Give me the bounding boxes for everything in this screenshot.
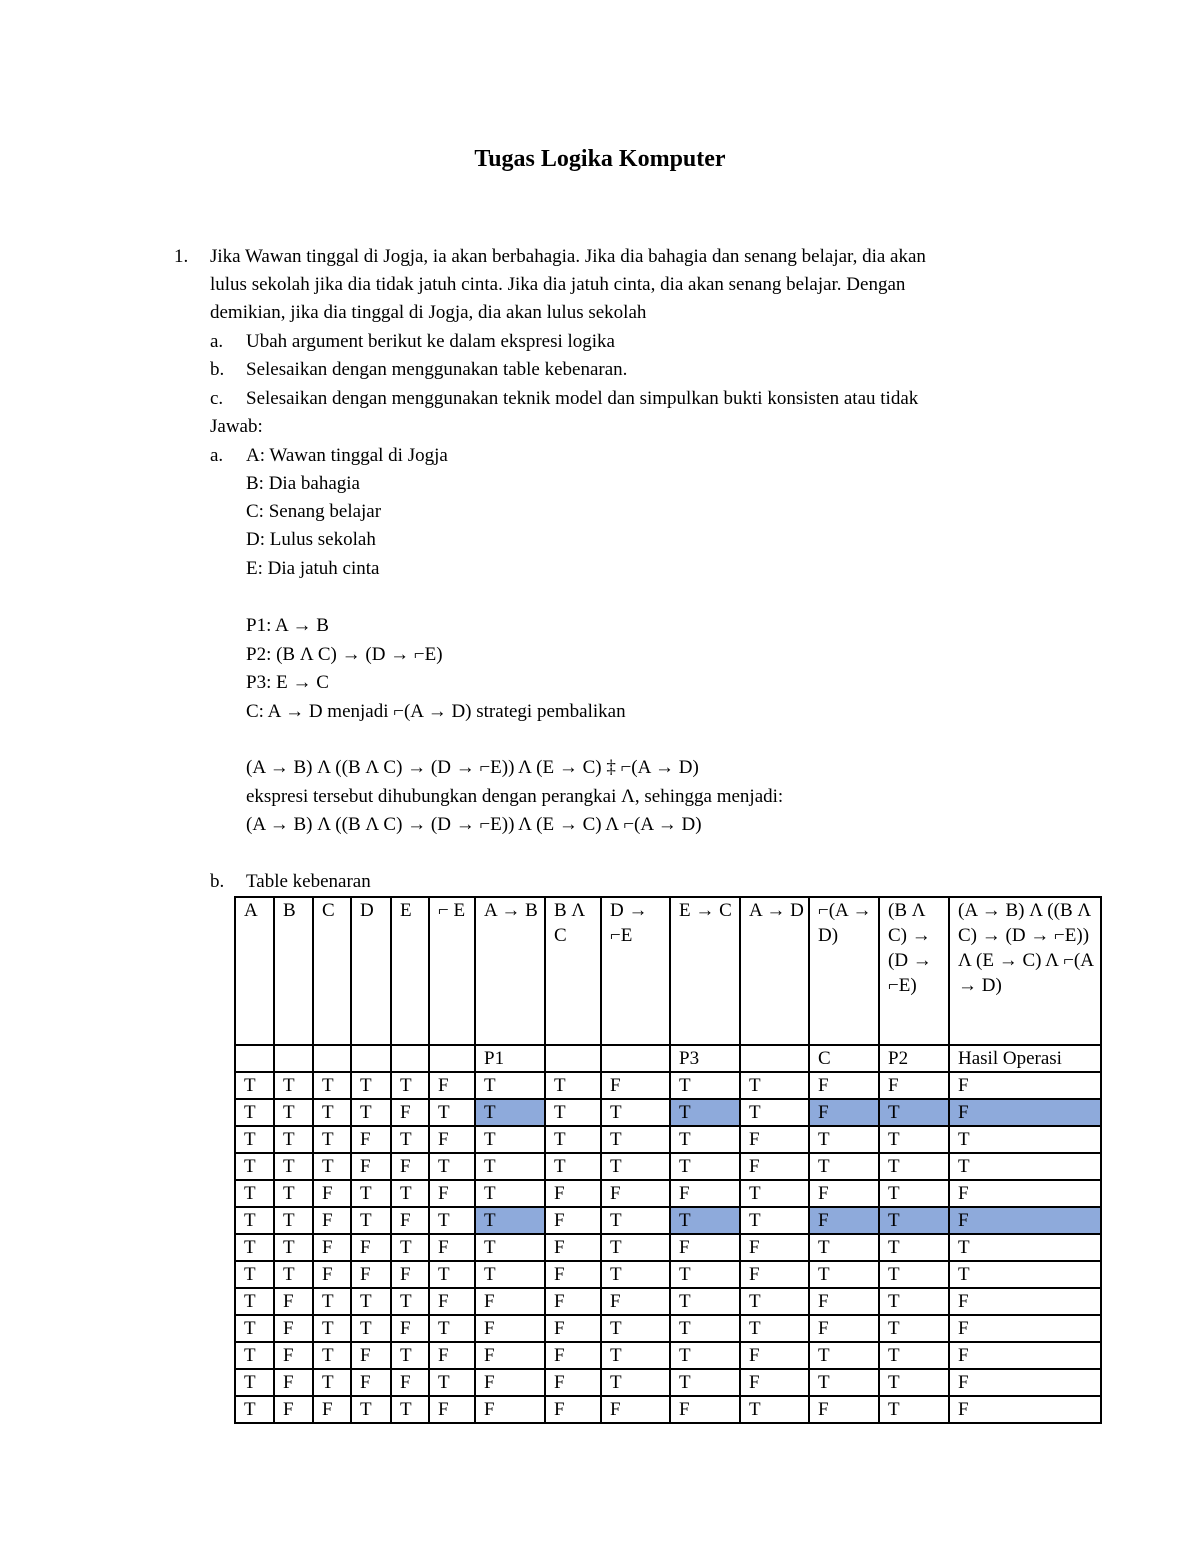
table-cell: T: [670, 1099, 740, 1126]
table-cell: F: [740, 1369, 809, 1396]
table-cell: T: [475, 1180, 545, 1207]
table-cell: F: [809, 1099, 879, 1126]
table-cell: T: [274, 1207, 313, 1234]
table-row: [235, 1099, 1101, 1126]
table-cell: F: [949, 1099, 1101, 1126]
table-cell: T: [670, 1207, 740, 1234]
table-cell: T: [391, 1072, 429, 1099]
table-cell: F: [545, 1207, 601, 1234]
table-cell: F: [949, 1315, 1101, 1342]
table-cell: F: [313, 1207, 351, 1234]
table-row: [235, 1261, 1101, 1288]
subtask-marker: b.: [210, 359, 225, 380]
table-cell: F: [274, 1288, 313, 1315]
table-cell: T: [601, 1153, 670, 1180]
table-cell: F: [391, 1207, 429, 1234]
table-label-cell: [601, 1045, 670, 1072]
table-cell: F: [949, 1342, 1101, 1369]
table-cell: T: [670, 1153, 740, 1180]
table-cell: T: [879, 1315, 949, 1342]
table-header-cell: E → C: [670, 897, 740, 1045]
expression-line: (A → B) Λ ((B Λ C) → (D → ⌐E)) Λ (E → C) ‡ ⌐(A → D): [246, 757, 699, 778]
premise: P3: E → C: [246, 672, 329, 693]
table-cell: F: [601, 1180, 670, 1207]
table-cell: F: [475, 1288, 545, 1315]
table-cell: T: [809, 1153, 879, 1180]
table-row: [235, 1342, 1101, 1369]
table-cell: F: [545, 1180, 601, 1207]
table-cell: F: [429, 1396, 475, 1423]
table-cell: T: [429, 1099, 475, 1126]
table-cell: T: [670, 1342, 740, 1369]
table-row: [235, 1396, 1101, 1423]
truth-table-title: Table kebenaran: [246, 871, 371, 892]
table-cell: T: [740, 1180, 809, 1207]
table-label-cell: [391, 1045, 429, 1072]
table-row: [235, 1153, 1101, 1180]
table-cell: F: [545, 1261, 601, 1288]
table-label-cell: P3: [670, 1045, 740, 1072]
variable-definition: C: Senang belajar: [246, 501, 382, 522]
table-cell: T: [475, 1207, 545, 1234]
table-cell: T: [351, 1072, 391, 1099]
table-cell: T: [391, 1180, 429, 1207]
table-cell: T: [313, 1126, 351, 1153]
table-cell: T: [670, 1315, 740, 1342]
table-cell: T: [809, 1126, 879, 1153]
variable-definition: A: Wawan tinggal di Jogja: [246, 445, 448, 466]
question-line: Jika Wawan tinggal di Jogja, ia akan berbahagia. Jika dia bahagia dan senang belajar, dia akan: [210, 246, 926, 267]
table-cell: F: [351, 1126, 391, 1153]
table-cell: T: [235, 1261, 274, 1288]
table-cell: F: [809, 1396, 879, 1423]
premise: P2: (B Λ C) → (D → ⌐E): [246, 644, 443, 665]
table-cell: F: [949, 1369, 1101, 1396]
table-cell: F: [429, 1126, 475, 1153]
truth-table: [234, 896, 1102, 1424]
table-cell: F: [670, 1180, 740, 1207]
table-cell: T: [879, 1396, 949, 1423]
table-cell: T: [601, 1099, 670, 1126]
table-cell: T: [545, 1072, 601, 1099]
table-label-cell: [545, 1045, 601, 1072]
table-cell: T: [670, 1072, 740, 1099]
table-cell: T: [235, 1126, 274, 1153]
table-cell: F: [391, 1099, 429, 1126]
table-cell: F: [351, 1342, 391, 1369]
table-cell: T: [601, 1315, 670, 1342]
table-cell: F: [949, 1180, 1101, 1207]
table-cell: T: [351, 1180, 391, 1207]
table-header-cell: ⌐ E: [429, 897, 475, 1045]
table-cell: F: [429, 1180, 475, 1207]
table-header-cell: E: [391, 897, 429, 1045]
table-header-cell: (B Λ C) → (D → ⌐E): [879, 897, 949, 1045]
table-cell: T: [391, 1342, 429, 1369]
table-cell: T: [475, 1234, 545, 1261]
table-header-cell: B: [274, 897, 313, 1045]
table-cell: F: [949, 1072, 1101, 1099]
answer-label: Jawab:: [210, 416, 263, 437]
table-header-cell: A → B: [475, 897, 545, 1045]
table-cell: T: [274, 1126, 313, 1153]
table-cell: F: [740, 1261, 809, 1288]
table-cell: T: [601, 1207, 670, 1234]
table-row: [235, 1180, 1101, 1207]
table-cell: F: [351, 1153, 391, 1180]
table-cell: F: [670, 1234, 740, 1261]
table-cell: T: [949, 1153, 1101, 1180]
table-cell: T: [949, 1234, 1101, 1261]
question-number: 1.: [174, 246, 189, 267]
table-cell: T: [351, 1315, 391, 1342]
table-cell: T: [351, 1207, 391, 1234]
table-cell: F: [274, 1342, 313, 1369]
table-header-cell: C: [313, 897, 351, 1045]
table-cell: F: [351, 1261, 391, 1288]
table-cell: T: [391, 1126, 429, 1153]
table-cell: F: [475, 1315, 545, 1342]
table-cell: T: [313, 1369, 351, 1396]
table-cell: T: [313, 1153, 351, 1180]
table-cell: T: [670, 1126, 740, 1153]
table-cell: F: [740, 1234, 809, 1261]
table-cell: T: [391, 1396, 429, 1423]
table-cell: T: [313, 1099, 351, 1126]
table-label-cell: [740, 1045, 809, 1072]
table-label-cell: [313, 1045, 351, 1072]
subtask-text: Ubah argument berikut ke dalam ekspresi logika: [246, 331, 615, 352]
table-cell: T: [475, 1126, 545, 1153]
table-cell: F: [809, 1072, 879, 1099]
table-cell: T: [879, 1234, 949, 1261]
table-header-row: [235, 897, 1101, 1045]
table-cell: T: [274, 1261, 313, 1288]
table-cell: T: [601, 1342, 670, 1369]
table-row: [235, 1369, 1101, 1396]
table-cell: T: [235, 1207, 274, 1234]
table-cell: T: [235, 1315, 274, 1342]
question-line: lulus sekolah jika dia tidak jatuh cinta. Jika dia jatuh cinta, dia akan senang belajar. Dengan: [210, 274, 906, 295]
table-cell: F: [274, 1396, 313, 1423]
subtask-text: Selesaikan dengan menggunakan teknik model dan simpulkan bukti konsisten atau tidak: [246, 388, 919, 409]
table-cell: F: [740, 1342, 809, 1369]
table-cell: F: [740, 1126, 809, 1153]
table-row: [235, 1072, 1101, 1099]
table-cell: T: [740, 1315, 809, 1342]
table-cell: F: [545, 1234, 601, 1261]
table-cell: T: [879, 1099, 949, 1126]
table-cell: T: [879, 1369, 949, 1396]
table-cell: T: [429, 1153, 475, 1180]
table-cell: T: [740, 1072, 809, 1099]
table-cell: T: [274, 1234, 313, 1261]
table-cell: F: [809, 1180, 879, 1207]
table-label-cell: P1: [475, 1045, 545, 1072]
table-cell: T: [475, 1153, 545, 1180]
table-cell: F: [601, 1396, 670, 1423]
table-cell: F: [809, 1207, 879, 1234]
table-cell: T: [235, 1072, 274, 1099]
table-cell: F: [809, 1315, 879, 1342]
subtask-text: Selesaikan dengan menggunakan table kebenaran.: [246, 359, 628, 380]
table-cell: T: [235, 1288, 274, 1315]
variable-definition: B: Dia bahagia: [246, 473, 360, 494]
table-cell: F: [351, 1369, 391, 1396]
table-cell: T: [879, 1261, 949, 1288]
table-row: [235, 1207, 1101, 1234]
table-cell: T: [235, 1153, 274, 1180]
table-cell: T: [809, 1234, 879, 1261]
table-cell: T: [879, 1207, 949, 1234]
table-cell: T: [391, 1288, 429, 1315]
table-cell: T: [809, 1342, 879, 1369]
table-cell: T: [429, 1315, 475, 1342]
table-cell: T: [235, 1180, 274, 1207]
table-cell: T: [879, 1288, 949, 1315]
expression-line: (A → B) Λ ((B Λ C) → (D → ⌐E)) Λ (E → C) Λ ⌐(A → D): [246, 814, 702, 835]
variable-definition: D: Lulus sekolah: [246, 529, 376, 550]
table-header-cell: A: [235, 897, 274, 1045]
table-cell: F: [429, 1072, 475, 1099]
table-cell: T: [391, 1234, 429, 1261]
table-header-cell: D: [351, 897, 391, 1045]
table-cell: T: [475, 1072, 545, 1099]
table-cell: T: [879, 1180, 949, 1207]
table-cell: T: [879, 1342, 949, 1369]
table-cell: T: [740, 1288, 809, 1315]
document-title: Tugas Logika Komputer: [474, 146, 726, 172]
table-cell: T: [740, 1396, 809, 1423]
table-label-cell: [429, 1045, 475, 1072]
table-label-cell: [351, 1045, 391, 1072]
table-cell: F: [313, 1180, 351, 1207]
table-cell: F: [475, 1342, 545, 1369]
table-cell: F: [391, 1153, 429, 1180]
table-cell: T: [670, 1288, 740, 1315]
table-label-cell: C: [809, 1045, 879, 1072]
table-cell: T: [475, 1261, 545, 1288]
table-cell: F: [949, 1396, 1101, 1423]
table-cell: F: [475, 1369, 545, 1396]
subtask-marker: a.: [210, 331, 224, 352]
table-cell: T: [601, 1234, 670, 1261]
table-cell: T: [740, 1099, 809, 1126]
table-cell: F: [809, 1288, 879, 1315]
table-cell: F: [545, 1342, 601, 1369]
table-cell: F: [313, 1261, 351, 1288]
table-header-cell: D → ⌐E: [601, 897, 670, 1045]
table-cell: T: [949, 1126, 1101, 1153]
table-cell: T: [313, 1342, 351, 1369]
table-cell: T: [274, 1072, 313, 1099]
table-cell: F: [545, 1369, 601, 1396]
table-cell: F: [740, 1153, 809, 1180]
table-cell: T: [949, 1261, 1101, 1288]
table-cell: F: [949, 1288, 1101, 1315]
table-label-row: [235, 1045, 1101, 1072]
table-cell: F: [545, 1288, 601, 1315]
table-cell: T: [670, 1369, 740, 1396]
table-cell: T: [274, 1153, 313, 1180]
table-row: [235, 1315, 1101, 1342]
table-cell: T: [313, 1315, 351, 1342]
table-cell: F: [429, 1342, 475, 1369]
table-cell: T: [601, 1369, 670, 1396]
table-row: [235, 1288, 1101, 1315]
table-cell: F: [601, 1072, 670, 1099]
table-cell: F: [601, 1288, 670, 1315]
table-cell: T: [235, 1099, 274, 1126]
table-cell: F: [545, 1396, 601, 1423]
table-cell: T: [545, 1153, 601, 1180]
table-cell: F: [274, 1315, 313, 1342]
table-cell: F: [670, 1396, 740, 1423]
table-cell: T: [740, 1207, 809, 1234]
table-cell: T: [313, 1288, 351, 1315]
table-cell: F: [313, 1396, 351, 1423]
table-cell: T: [429, 1369, 475, 1396]
table-cell: T: [235, 1234, 274, 1261]
table-cell: F: [391, 1315, 429, 1342]
table-row: [235, 1234, 1101, 1261]
table-cell: T: [274, 1099, 313, 1126]
table-cell: F: [351, 1234, 391, 1261]
answer-part-b-marker: b.: [210, 871, 225, 892]
table-header-cell: B Λ C: [545, 897, 601, 1045]
table-cell: T: [545, 1126, 601, 1153]
table-row: [235, 1126, 1101, 1153]
table-cell: T: [235, 1369, 274, 1396]
table-cell: F: [949, 1207, 1101, 1234]
table-cell: T: [475, 1099, 545, 1126]
variable-definition: E: Dia jatuh cinta: [246, 558, 380, 579]
question-line: demikian, jika dia tinggal di Jogja, dia akan lulus sekolah: [210, 302, 647, 323]
table-cell: F: [545, 1315, 601, 1342]
table-cell: T: [313, 1072, 351, 1099]
table-cell: F: [475, 1396, 545, 1423]
table-cell: T: [351, 1396, 391, 1423]
answer-part-a-marker: a.: [210, 445, 224, 466]
table-cell: T: [879, 1153, 949, 1180]
table-cell: T: [351, 1288, 391, 1315]
table-cell: F: [879, 1072, 949, 1099]
table-cell: T: [809, 1369, 879, 1396]
table-cell: F: [274, 1369, 313, 1396]
table-cell: F: [313, 1234, 351, 1261]
table-cell: F: [391, 1369, 429, 1396]
table-cell: T: [235, 1342, 274, 1369]
table-label-cell: [235, 1045, 274, 1072]
table-cell: T: [545, 1099, 601, 1126]
table-label-cell: Hasil Operasi: [949, 1045, 1101, 1072]
table-cell: T: [809, 1261, 879, 1288]
conclusion: C: A → D menjadi ⌐(A → D) strategi pembalikan: [246, 701, 626, 722]
premise: P1: A → B: [246, 615, 329, 636]
table-label-cell: [274, 1045, 313, 1072]
table-cell: F: [391, 1261, 429, 1288]
table-label-cell: P2: [879, 1045, 949, 1072]
table-cell: T: [601, 1261, 670, 1288]
table-cell: T: [879, 1126, 949, 1153]
subtask-marker: c.: [210, 388, 224, 409]
table-cell: T: [235, 1396, 274, 1423]
table-cell: F: [429, 1234, 475, 1261]
table-cell: T: [274, 1180, 313, 1207]
table-header-cell: (A → B) Λ ((B Λ C) → (D → ⌐E)) Λ (E → C) Λ ⌐(A → D): [949, 897, 1101, 1045]
table-cell: T: [670, 1261, 740, 1288]
table-cell: T: [351, 1099, 391, 1126]
table-cell: F: [429, 1288, 475, 1315]
expression-line: ekspresi tersebut dihubungkan dengan perangkai Λ, sehingga menjadi:: [246, 786, 784, 807]
table-header-cell: ⌐(A → D): [809, 897, 879, 1045]
table-cell: T: [429, 1207, 475, 1234]
table-cell: T: [601, 1126, 670, 1153]
table-header-cell: A → D: [740, 897, 809, 1045]
table-cell: T: [429, 1261, 475, 1288]
